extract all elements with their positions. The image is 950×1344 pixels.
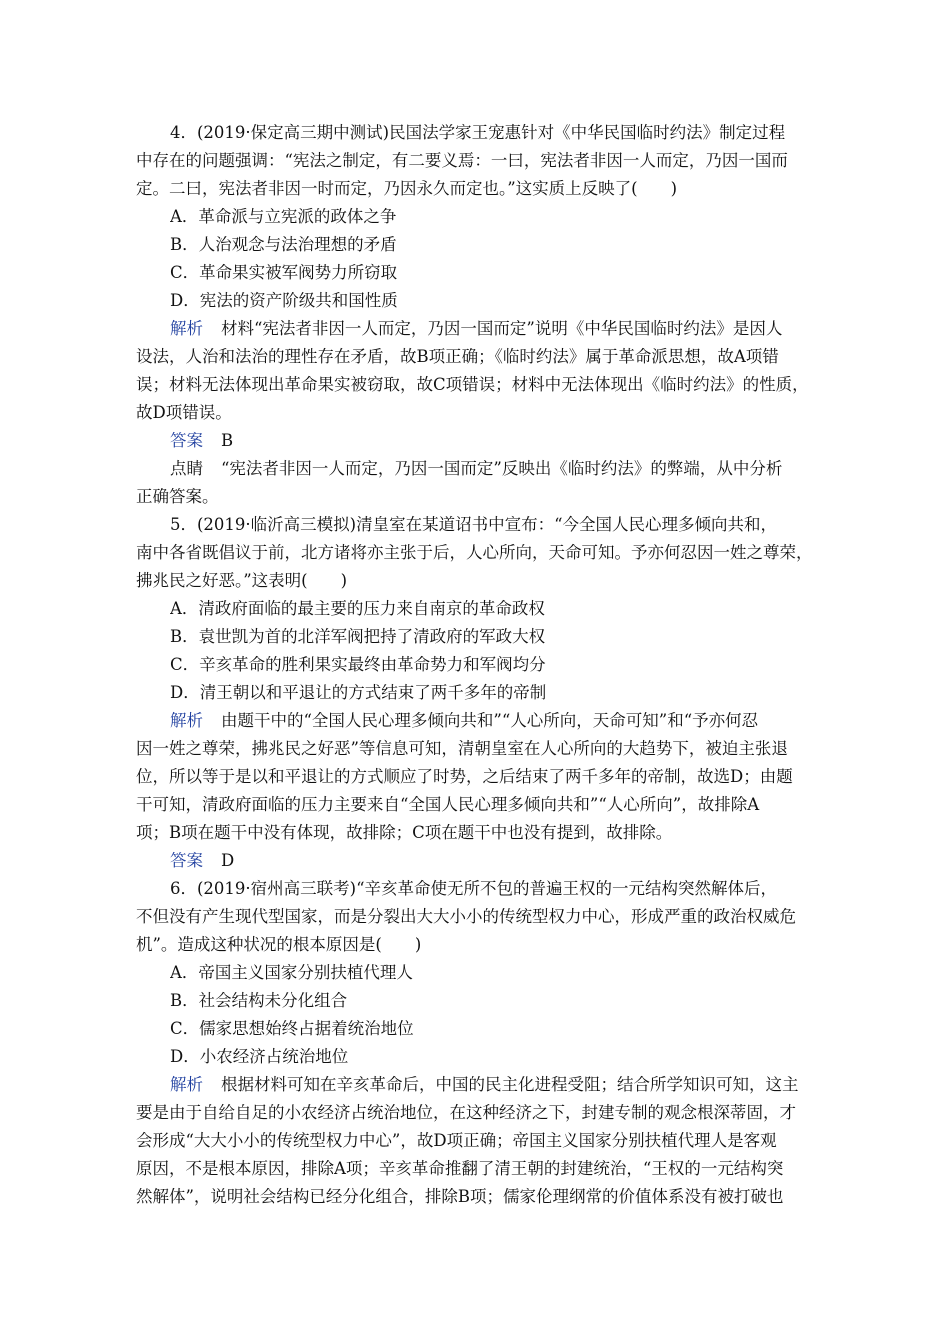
answer-label: 答案	[170, 431, 203, 450]
q5-option-b: B．袁世凯为首的北洋军阀把持了清政府的军政大权	[170, 627, 546, 646]
q4-option-a: A．革命派与立宪派的政体之争	[170, 207, 397, 226]
q5-option-d: D．清王朝以和平退让的方式结束了两千多年的帝制	[170, 683, 547, 702]
q4-analysis-text: 材料“宪法者非因一人而定，乃因一国而定”说明《中华民国临时约法》是因人	[221, 319, 783, 338]
q6-option-b: B．社会结构未分化组合	[170, 991, 348, 1010]
q6-option-d: D．小农经济占统治地位	[170, 1047, 349, 1066]
q4-stem-line: 定。二曰，宪法者非因一时而定，乃因永久而定也。”这实质上反映了( )	[136, 179, 678, 198]
q4-analysis-line	[170, 315, 816, 343]
answer-label: 答案	[170, 851, 203, 870]
q4-answer-value: B	[221, 431, 234, 450]
analysis-label: 解析	[170, 1075, 203, 1094]
q4-analysis-line: 误；材料无法体现出革命果实被窃取，故C项错误；材料中无法体现出《临时约法》的性质，	[136, 375, 809, 394]
q5-analysis-line: 项；B项在题干中没有体现，故排除；C项在题干中也没有提到，故排除。	[136, 823, 673, 842]
q4-analysis-line: 设法，人治和法治的理性存在矛盾，故B项正确；《临时约法》属于革命派思想，故A项错	[136, 347, 779, 366]
q6-option-a: A．帝国主义国家分别扶植代理人	[170, 963, 413, 982]
q6-stem-line: 不但没有产生现代型国家，而是分裂出大大小小的传统型权力中心，形成严重的政治权威危	[136, 907, 796, 926]
q5-analysis-text: 由题干中的“全国人民心理多倾向共和”“人心所向，天命可知”和“予亦何忍	[221, 711, 759, 730]
q6-option-c: C．儒家思想始终占据着统治地位	[170, 1019, 414, 1038]
q4-tip-text: “宪法者非因一人而定，乃因一国而定”反映出《临时约法》的弊端，从中分析	[221, 459, 783, 478]
q5-stem-line: 南中各省既倡议于前，北方诸将亦主张于后，人心所向，天命可知。予亦何忍因一姓之尊荣，	[136, 543, 813, 562]
q6-stem-line: 6．(2019·宿州高三联考)“辛亥革命使无所不包的普遍王权的一元结构突然解体后，	[170, 879, 778, 898]
q4-stem-line: 中存在的问题强调：“宪法之制定，有二要义焉：一曰，宪法者非因一人而定，乃因一国而	[136, 151, 788, 170]
analysis-label: 解析	[170, 319, 203, 338]
q6-stem-line: 机”。造成这种状况的根本原因是( )	[136, 935, 422, 954]
q5-option-a: A．清政府面临的最主要的压力来自南京的革命政权	[170, 599, 545, 618]
q4-answer-line	[170, 427, 816, 455]
q4-tip-line: 正确答案。	[136, 487, 219, 506]
q4-option-c: C．革命果实被军阀势力所窃取	[170, 263, 398, 282]
q6-analysis-line	[170, 1071, 816, 1099]
analysis-label: 解析	[170, 711, 203, 730]
q6-analysis-text: 根据材料可知在辛亥革命后，中国的民主化进程受阻；结合所学知识可知，这主	[221, 1075, 799, 1094]
q6-analysis-line: 会形成“大大小小的传统型权力中心”，故D项正确；帝国主义国家分别扶植代理人是客观	[136, 1131, 777, 1150]
q5-analysis-line: 干可知，清政府面临的压力主要来自“全国人民心理多倾向共和”“人心所向”，故排除A	[136, 795, 760, 814]
q4-option-b: B．人治观念与法治理想的矛盾	[170, 235, 397, 254]
q6-analysis-line: 要是由于自给自足的小农经济占统治地位，在这种经济之下，封建专制的观念根深蒂固，才	[136, 1103, 796, 1122]
q5-answer-value: D	[221, 851, 235, 870]
q5-stem-line: 拂兆民之好恶。”这表明( )	[136, 571, 348, 590]
q5-analysis-line: 位，所以等于是以和平退让的方式顺应了时势，之后结束了两千多年的帝制，故选D；由题	[136, 767, 793, 786]
q4-stem-line: 4．(2019·保定高三期中测试)民国法学家王宠惠针对《中华民国临时约法》制定过程	[170, 123, 786, 142]
tip-label: 点睛	[170, 459, 203, 478]
q4-option-d: D．宪法的资产阶级共和国性质	[170, 291, 398, 310]
q5-analysis-line: 因一姓之尊荣，拂兆民之好恶”等信息可知，清朝皇室在人心所向的大趋势下，被迫主张退	[136, 739, 788, 758]
q4-tip-line	[170, 455, 816, 483]
q5-answer-line	[170, 847, 816, 875]
q5-option-c: C．辛亥革命的胜利果实最终由革命势力和军阀均分	[170, 655, 546, 674]
q5-analysis-line	[170, 707, 816, 735]
q6-analysis-line: 原因，不是根本原因，排除A项；辛亥革命推翻了清王朝的封建统治，“王权的一元结构突	[136, 1159, 784, 1178]
q4-analysis-line: 故D项错误。	[136, 403, 232, 422]
q6-analysis-line: 然解体”，说明社会结构已经分化组合，排除B项；儒家伦理纲常的价值体系没有被打破也	[136, 1187, 784, 1206]
q5-stem-line: 5．(2019·临沂高三模拟)清皇室在某道诏书中宣布：“今全国人民心理多倾向共和，	[170, 515, 778, 534]
